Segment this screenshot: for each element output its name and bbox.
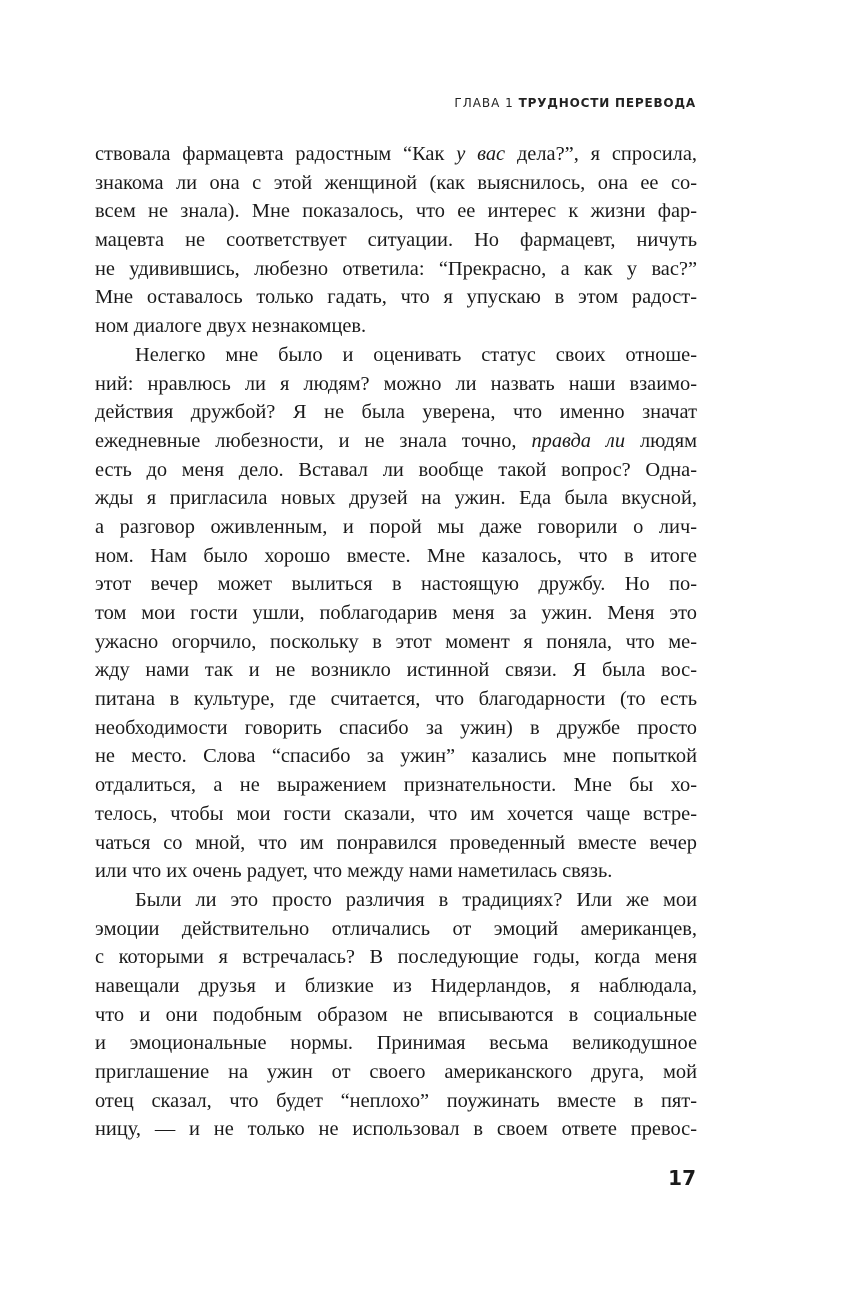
text-line: с которыми я встречалась? В последующие годы, когда меня (95, 946, 697, 969)
text-line: эмоции действительно отличались от эмоций американцев, (95, 917, 697, 940)
text-line: телось, чтобы мои гости сказали, что им хочется чаще встре- (95, 802, 697, 825)
text-line: питана в культуре, где считается, что благодарности (то есть (95, 688, 697, 711)
paragraph-1 (95, 140, 697, 341)
text-line: мацевта не соответствует ситуации. Но фармацевт, ничуть (95, 229, 697, 252)
body-text (95, 140, 697, 1144)
chapter-title: ТРУДНОСТИ ПЕРЕВОДА (518, 96, 696, 110)
text-line: или что их очень радует, что между нами наметилась связь. (95, 860, 613, 883)
text-line: приглашение на ужин от своего американского друга, мой (95, 1061, 697, 1083)
text-line: действия дружбой? Я не была уверена, что именно значат (95, 401, 697, 424)
text-line: отец сказал, что будет “неплохо” поужинать вместе в пят- (95, 1089, 697, 1112)
text-line: не место. Слова “спасибо за ужин” казались мне попыткой (95, 745, 697, 768)
text-line: ном диалоге двух незнакомцев. (95, 315, 367, 338)
text-line: навещали друзья и близкие из Нидерландов, я наблюдала, (95, 974, 697, 997)
text-line: ний: нравлюсь ли я людям? можно ли назвать наши взаимо- (95, 372, 697, 395)
text-line: Нелегко мне было и оценивать статус своих отноше- (135, 343, 697, 366)
text-line: том мои гости ушли, поблагодарив меня за ужин. Меня это (95, 602, 697, 624)
chapter-label: ГЛАВА 1 (454, 96, 514, 110)
text-line: что и они подобным образом не вписываются в социальные (95, 1003, 697, 1026)
italic-phrase: у вас (456, 143, 506, 165)
text-line: знакома ли она с этой женщиной (как выяснилось, она ее со- (95, 171, 697, 194)
text-line: есть до меня дело. Вставал ли вообще такой вопрос? Одна- (95, 458, 697, 481)
text-line: жды я пригласила новых друзей на ужин. Еда была вкусной, (95, 487, 697, 510)
text-line: этот вечер может вылиться в настоящую дружбу. Но по- (95, 573, 697, 596)
text-line: Были ли это просто различия в традициях? Или же мои (135, 888, 697, 911)
text-line: чаться со мной, что им понравился проведенный вместе вечер (95, 831, 697, 854)
running-head (454, 96, 696, 110)
text-line: необходимости говорить спасибо за ужин) в дружбе просто (95, 716, 697, 739)
text-line: Мне оставалось только гадать, что я упускаю в этом радост- (95, 286, 697, 309)
text-line: ствовала фармацевта радостным “Как у вас дела?”, я спросила, (95, 143, 697, 165)
paragraph-2 (95, 341, 697, 886)
text-line: ежедневные любезности, и не знала точно, правда ли людям (95, 429, 697, 452)
text-line: не удивившись, любезно ответила: “Прекрасно, а как у вас?” (95, 257, 697, 280)
paragraph-3 (95, 886, 697, 1144)
text-line: всем не знала). Мне показалось, что ее интерес к жизни фар- (95, 200, 697, 223)
text-line: а разговор оживленным, и порой мы даже говорили о лич- (95, 515, 697, 538)
italic-phrase: правда ли (531, 429, 626, 452)
text-line: и эмоциональные нормы. Принимая весьма великодушное (95, 1032, 697, 1055)
text-line: ницу, — и не только не использовал в своем ответе превос- (95, 1118, 697, 1141)
text-line: ужасно огорчило, поскольку в этот момент я поняла, что ме- (95, 630, 697, 653)
page-number: 17 (668, 1166, 696, 1190)
text-line: ном. Нам было хорошо вместе. Мне казалось, что в итоге (95, 544, 697, 567)
text-line: отдалиться, а не выражением признательности. Мне бы хо- (95, 774, 697, 797)
text-line: жду нами так и не возникло истинной связи. Я была вос- (95, 659, 697, 682)
